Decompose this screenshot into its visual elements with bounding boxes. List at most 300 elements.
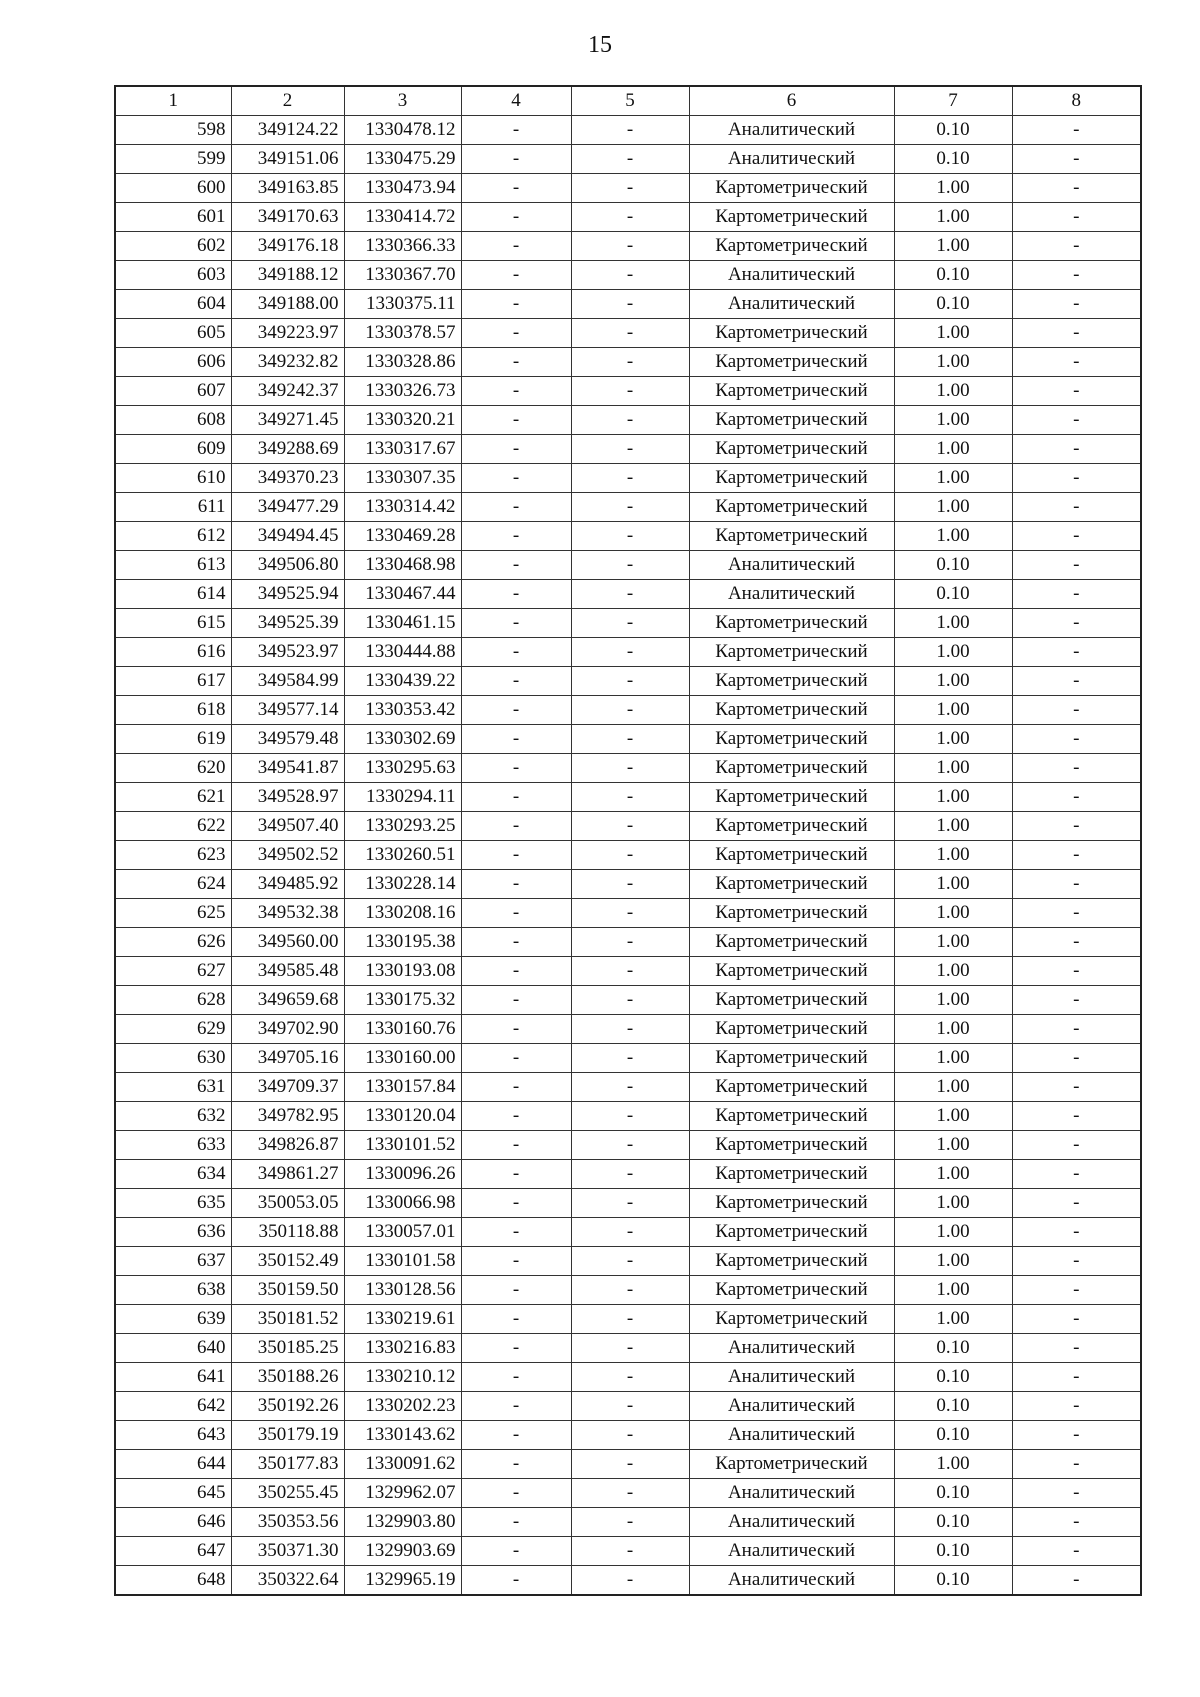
accuracy-cell: 0.10: [894, 1508, 1012, 1537]
table-row: [115, 1073, 1141, 1102]
column-5-cell: -: [571, 1044, 689, 1073]
column-8-cell: -: [1012, 1044, 1141, 1073]
column-4-cell: -: [461, 145, 571, 174]
method-cell: Картометрический: [689, 899, 894, 928]
column-4-cell: -: [461, 232, 571, 261]
column-8-cell: -: [1012, 1305, 1141, 1334]
method-cell: Картометрический: [689, 638, 894, 667]
column-header: 4: [461, 86, 571, 116]
column-8-cell: -: [1012, 319, 1141, 348]
column-8-cell: -: [1012, 812, 1141, 841]
column-5-cell: -: [571, 812, 689, 841]
column-4-cell: -: [461, 348, 571, 377]
method-cell: Картометрический: [689, 754, 894, 783]
x-coordinate-cell: 349370.23: [231, 464, 344, 493]
column-header: 8: [1012, 86, 1141, 116]
accuracy-cell: 0.10: [894, 290, 1012, 319]
accuracy-cell: 1.00: [894, 696, 1012, 725]
column-4-cell: -: [461, 870, 571, 899]
column-5-cell: -: [571, 493, 689, 522]
accuracy-cell: 0.10: [894, 145, 1012, 174]
point-number-cell: 627: [115, 957, 231, 986]
point-number-cell: 631: [115, 1073, 231, 1102]
point-number-cell: 608: [115, 406, 231, 435]
column-4-cell: -: [461, 1160, 571, 1189]
column-8-cell: -: [1012, 1218, 1141, 1247]
column-5-cell: -: [571, 1073, 689, 1102]
column-4-cell: -: [461, 522, 571, 551]
x-coordinate-cell: 350152.49: [231, 1247, 344, 1276]
point-number-cell: 604: [115, 290, 231, 319]
y-coordinate-cell: 1330375.11: [344, 290, 461, 319]
column-5-cell: -: [571, 1363, 689, 1392]
point-number-cell: 648: [115, 1566, 231, 1596]
accuracy-cell: 0.10: [894, 551, 1012, 580]
column-8-cell: -: [1012, 1334, 1141, 1363]
x-coordinate-cell: 349502.52: [231, 841, 344, 870]
x-coordinate-cell: 349485.92: [231, 870, 344, 899]
y-coordinate-cell: 1330294.11: [344, 783, 461, 812]
column-4-cell: -: [461, 261, 571, 290]
column-5-cell: -: [571, 1305, 689, 1334]
point-number-cell: 621: [115, 783, 231, 812]
x-coordinate-cell: 349523.97: [231, 638, 344, 667]
y-coordinate-cell: 1330160.00: [344, 1044, 461, 1073]
column-8-cell: -: [1012, 696, 1141, 725]
x-coordinate-cell: 349579.48: [231, 725, 344, 754]
method-cell: Картометрический: [689, 406, 894, 435]
column-8-cell: -: [1012, 1247, 1141, 1276]
table-row: [115, 406, 1141, 435]
x-coordinate-cell: 350192.26: [231, 1392, 344, 1421]
accuracy-cell: 1.00: [894, 203, 1012, 232]
column-8-cell: -: [1012, 232, 1141, 261]
column-8-cell: -: [1012, 1392, 1141, 1421]
table-row: [115, 319, 1141, 348]
x-coordinate-cell: 349826.87: [231, 1131, 344, 1160]
table-row: [115, 754, 1141, 783]
point-number-cell: 642: [115, 1392, 231, 1421]
x-coordinate-cell: 349507.40: [231, 812, 344, 841]
table-row: [115, 580, 1141, 609]
table-row: [115, 1450, 1141, 1479]
point-number-cell: 646: [115, 1508, 231, 1537]
accuracy-cell: 1.00: [894, 609, 1012, 638]
accuracy-cell: 1.00: [894, 986, 1012, 1015]
accuracy-cell: 1.00: [894, 1450, 1012, 1479]
column-4-cell: -: [461, 1102, 571, 1131]
accuracy-cell: 1.00: [894, 1247, 1012, 1276]
point-number-cell: 625: [115, 899, 231, 928]
method-cell: Картометрический: [689, 1247, 894, 1276]
accuracy-cell: 1.00: [894, 319, 1012, 348]
column-8-cell: -: [1012, 551, 1141, 580]
table-row: [115, 1247, 1141, 1276]
column-4-cell: -: [461, 1334, 571, 1363]
column-header: 5: [571, 86, 689, 116]
column-8-cell: -: [1012, 1479, 1141, 1508]
table-row: [115, 203, 1141, 232]
column-8-cell: -: [1012, 725, 1141, 754]
accuracy-cell: 0.10: [894, 261, 1012, 290]
table-row: [115, 841, 1141, 870]
method-cell: Картометрический: [689, 174, 894, 203]
table-body: [115, 116, 1141, 1596]
column-5-cell: -: [571, 580, 689, 609]
point-number-cell: 605: [115, 319, 231, 348]
column-8-cell: -: [1012, 377, 1141, 406]
column-4-cell: -: [461, 464, 571, 493]
column-5-cell: -: [571, 841, 689, 870]
x-coordinate-cell: 350053.05: [231, 1189, 344, 1218]
column-5-cell: -: [571, 1102, 689, 1131]
method-cell: Аналитический: [689, 1508, 894, 1537]
column-5-cell: -: [571, 348, 689, 377]
column-4-cell: -: [461, 986, 571, 1015]
y-coordinate-cell: 1330366.33: [344, 232, 461, 261]
column-5-cell: -: [571, 1537, 689, 1566]
method-cell: Картометрический: [689, 1102, 894, 1131]
table-row: [115, 1421, 1141, 1450]
y-coordinate-cell: 1330469.28: [344, 522, 461, 551]
point-number-cell: 612: [115, 522, 231, 551]
table-row: [115, 1131, 1141, 1160]
y-coordinate-cell: 1330160.76: [344, 1015, 461, 1044]
table-row: [115, 928, 1141, 957]
column-4-cell: -: [461, 580, 571, 609]
point-number-cell: 620: [115, 754, 231, 783]
column-5-cell: -: [571, 870, 689, 899]
method-cell: Картометрический: [689, 1131, 894, 1160]
point-number-cell: 636: [115, 1218, 231, 1247]
column-5-cell: -: [571, 638, 689, 667]
method-cell: Картометрический: [689, 348, 894, 377]
y-coordinate-cell: 1330328.86: [344, 348, 461, 377]
y-coordinate-cell: 1330193.08: [344, 957, 461, 986]
x-coordinate-cell: 349705.16: [231, 1044, 344, 1073]
accuracy-cell: 1.00: [894, 522, 1012, 551]
column-5-cell: -: [571, 261, 689, 290]
point-number-cell: 635: [115, 1189, 231, 1218]
column-5-cell: -: [571, 406, 689, 435]
column-4-cell: -: [461, 1015, 571, 1044]
point-number-cell: 607: [115, 377, 231, 406]
x-coordinate-cell: 349163.85: [231, 174, 344, 203]
method-cell: Картометрический: [689, 928, 894, 957]
column-8-cell: -: [1012, 348, 1141, 377]
column-header: 1: [115, 86, 231, 116]
table-row: [115, 1218, 1141, 1247]
x-coordinate-cell: 349170.63: [231, 203, 344, 232]
point-number-cell: 629: [115, 1015, 231, 1044]
method-cell: Картометрический: [689, 725, 894, 754]
point-number-cell: 610: [115, 464, 231, 493]
accuracy-cell: 0.10: [894, 1537, 1012, 1566]
y-coordinate-cell: 1329903.69: [344, 1537, 461, 1566]
point-number-cell: 598: [115, 116, 231, 145]
y-coordinate-cell: 1330066.98: [344, 1189, 461, 1218]
y-coordinate-cell: 1330260.51: [344, 841, 461, 870]
x-coordinate-cell: 349584.99: [231, 667, 344, 696]
method-cell: Аналитический: [689, 290, 894, 319]
column-4-cell: -: [461, 1131, 571, 1160]
column-5-cell: -: [571, 1566, 689, 1596]
column-8-cell: -: [1012, 174, 1141, 203]
method-cell: Картометрический: [689, 319, 894, 348]
method-cell: Картометрический: [689, 1218, 894, 1247]
point-number-cell: 641: [115, 1363, 231, 1392]
column-4-cell: -: [461, 725, 571, 754]
point-number-cell: 645: [115, 1479, 231, 1508]
point-number-cell: 643: [115, 1421, 231, 1450]
method-cell: Картометрический: [689, 1276, 894, 1305]
point-number-cell: 609: [115, 435, 231, 464]
accuracy-cell: 0.10: [894, 1421, 1012, 1450]
accuracy-cell: 0.10: [894, 116, 1012, 145]
column-5-cell: -: [571, 377, 689, 406]
column-5-cell: -: [571, 551, 689, 580]
method-cell: Картометрический: [689, 986, 894, 1015]
table-row: [115, 609, 1141, 638]
method-cell: Картометрический: [689, 667, 894, 696]
y-coordinate-cell: 1330473.94: [344, 174, 461, 203]
table-row: [115, 232, 1141, 261]
column-8-cell: -: [1012, 261, 1141, 290]
accuracy-cell: 0.10: [894, 1566, 1012, 1596]
point-number-cell: 628: [115, 986, 231, 1015]
y-coordinate-cell: 1330414.72: [344, 203, 461, 232]
table-row: [115, 899, 1141, 928]
x-coordinate-cell: 350185.25: [231, 1334, 344, 1363]
y-coordinate-cell: 1330208.16: [344, 899, 461, 928]
point-number-cell: 606: [115, 348, 231, 377]
column-5-cell: -: [571, 1247, 689, 1276]
method-cell: Картометрический: [689, 435, 894, 464]
column-4-cell: -: [461, 899, 571, 928]
method-cell: Аналитический: [689, 1392, 894, 1421]
column-8-cell: -: [1012, 841, 1141, 870]
column-8-cell: -: [1012, 203, 1141, 232]
column-4-cell: -: [461, 1421, 571, 1450]
y-coordinate-cell: 1330157.84: [344, 1073, 461, 1102]
column-5-cell: -: [571, 957, 689, 986]
column-4-cell: -: [461, 174, 571, 203]
column-4-cell: -: [461, 783, 571, 812]
point-number-cell: 647: [115, 1537, 231, 1566]
column-8-cell: -: [1012, 522, 1141, 551]
accuracy-cell: 1.00: [894, 667, 1012, 696]
column-4-cell: -: [461, 1479, 571, 1508]
column-4-cell: -: [461, 696, 571, 725]
method-cell: Аналитический: [689, 551, 894, 580]
point-number-cell: 640: [115, 1334, 231, 1363]
table-row: [115, 551, 1141, 580]
x-coordinate-cell: 350179.19: [231, 1421, 344, 1450]
accuracy-cell: 1.00: [894, 493, 1012, 522]
column-5-cell: -: [571, 116, 689, 145]
table-row: [115, 1479, 1141, 1508]
column-8-cell: -: [1012, 783, 1141, 812]
x-coordinate-cell: 349702.90: [231, 1015, 344, 1044]
y-coordinate-cell: 1330101.52: [344, 1131, 461, 1160]
table-row: [115, 667, 1141, 696]
column-8-cell: -: [1012, 1102, 1141, 1131]
y-coordinate-cell: 1330216.83: [344, 1334, 461, 1363]
table-row: [115, 116, 1141, 145]
column-5-cell: -: [571, 609, 689, 638]
column-8-cell: -: [1012, 493, 1141, 522]
table-row: [115, 986, 1141, 1015]
point-number-cell: 623: [115, 841, 231, 870]
column-5-cell: -: [571, 1421, 689, 1450]
x-coordinate-cell: 349577.14: [231, 696, 344, 725]
table-row: [115, 1160, 1141, 1189]
method-cell: Картометрический: [689, 1044, 894, 1073]
column-4-cell: -: [461, 1305, 571, 1334]
accuracy-cell: 0.10: [894, 1479, 1012, 1508]
table-row: [115, 1305, 1141, 1334]
x-coordinate-cell: 350177.83: [231, 1450, 344, 1479]
x-coordinate-cell: 349528.97: [231, 783, 344, 812]
method-cell: Картометрический: [689, 522, 894, 551]
method-cell: Аналитический: [689, 1479, 894, 1508]
accuracy-cell: 1.00: [894, 957, 1012, 986]
method-cell: Аналитический: [689, 1421, 894, 1450]
x-coordinate-cell: 349176.18: [231, 232, 344, 261]
column-5-cell: -: [571, 1276, 689, 1305]
accuracy-cell: 1.00: [894, 754, 1012, 783]
table-row: [115, 493, 1141, 522]
table-row: [115, 1392, 1141, 1421]
table-row: [115, 638, 1141, 667]
column-4-cell: -: [461, 319, 571, 348]
x-coordinate-cell: 350159.50: [231, 1276, 344, 1305]
column-4-cell: -: [461, 116, 571, 145]
point-number-cell: 634: [115, 1160, 231, 1189]
method-cell: Картометрический: [689, 232, 894, 261]
column-5-cell: -: [571, 1189, 689, 1218]
method-cell: Картометрический: [689, 1073, 894, 1102]
x-coordinate-cell: 350181.52: [231, 1305, 344, 1334]
column-4-cell: -: [461, 1189, 571, 1218]
point-number-cell: 630: [115, 1044, 231, 1073]
accuracy-cell: 1.00: [894, 1189, 1012, 1218]
x-coordinate-cell: 349223.97: [231, 319, 344, 348]
column-5-cell: -: [571, 986, 689, 1015]
method-cell: Картометрический: [689, 377, 894, 406]
y-coordinate-cell: 1330091.62: [344, 1450, 461, 1479]
y-coordinate-cell: 1330467.44: [344, 580, 461, 609]
column-5-cell: -: [571, 464, 689, 493]
method-cell: Картометрический: [689, 1015, 894, 1044]
column-5-cell: -: [571, 1131, 689, 1160]
x-coordinate-cell: 350353.56: [231, 1508, 344, 1537]
point-number-cell: 613: [115, 551, 231, 580]
column-8-cell: -: [1012, 464, 1141, 493]
accuracy-cell: 1.00: [894, 841, 1012, 870]
column-5-cell: -: [571, 1218, 689, 1247]
coordinates-table: [114, 85, 1142, 1596]
y-coordinate-cell: 1330475.29: [344, 145, 461, 174]
column-5-cell: -: [571, 319, 689, 348]
point-number-cell: 619: [115, 725, 231, 754]
column-5-cell: -: [571, 754, 689, 783]
column-8-cell: -: [1012, 870, 1141, 899]
table-row: [115, 1276, 1141, 1305]
column-8-cell: -: [1012, 116, 1141, 145]
accuracy-cell: 1.00: [894, 1305, 1012, 1334]
point-number-cell: 626: [115, 928, 231, 957]
point-number-cell: 602: [115, 232, 231, 261]
table-row: [115, 348, 1141, 377]
point-number-cell: 611: [115, 493, 231, 522]
y-coordinate-cell: 1330439.22: [344, 667, 461, 696]
column-4-cell: -: [461, 928, 571, 957]
point-number-cell: 632: [115, 1102, 231, 1131]
point-number-cell: 637: [115, 1247, 231, 1276]
x-coordinate-cell: 349506.80: [231, 551, 344, 580]
y-coordinate-cell: 1329965.19: [344, 1566, 461, 1596]
x-coordinate-cell: 349560.00: [231, 928, 344, 957]
x-coordinate-cell: 349232.82: [231, 348, 344, 377]
x-coordinate-cell: 349782.95: [231, 1102, 344, 1131]
method-cell: Аналитический: [689, 145, 894, 174]
x-coordinate-cell: 349709.37: [231, 1073, 344, 1102]
accuracy-cell: 1.00: [894, 783, 1012, 812]
column-8-cell: -: [1012, 667, 1141, 696]
column-8-cell: -: [1012, 406, 1141, 435]
table-row: [115, 1566, 1141, 1596]
y-coordinate-cell: 1330219.61: [344, 1305, 461, 1334]
point-number-cell: 644: [115, 1450, 231, 1479]
x-coordinate-cell: 350188.26: [231, 1363, 344, 1392]
column-5-cell: -: [571, 203, 689, 232]
column-5-cell: -: [571, 725, 689, 754]
column-4-cell: -: [461, 841, 571, 870]
method-cell: Аналитический: [689, 261, 894, 290]
table-row: [115, 1363, 1141, 1392]
y-coordinate-cell: 1330320.21: [344, 406, 461, 435]
column-5-cell: -: [571, 783, 689, 812]
point-number-cell: 600: [115, 174, 231, 203]
column-4-cell: -: [461, 1508, 571, 1537]
column-8-cell: -: [1012, 928, 1141, 957]
accuracy-cell: 1.00: [894, 1218, 1012, 1247]
point-number-cell: 618: [115, 696, 231, 725]
point-number-cell: 601: [115, 203, 231, 232]
table-row: [115, 696, 1141, 725]
table-row: [115, 464, 1141, 493]
x-coordinate-cell: 349585.48: [231, 957, 344, 986]
y-coordinate-cell: 1330295.63: [344, 754, 461, 783]
table-row: [115, 1015, 1141, 1044]
y-coordinate-cell: 1330461.15: [344, 609, 461, 638]
point-number-cell: 599: [115, 145, 231, 174]
accuracy-cell: 1.00: [894, 928, 1012, 957]
column-4-cell: -: [461, 493, 571, 522]
column-5-cell: -: [571, 1450, 689, 1479]
y-coordinate-cell: 1330326.73: [344, 377, 461, 406]
table-row: [115, 783, 1141, 812]
point-number-cell: 615: [115, 609, 231, 638]
column-8-cell: -: [1012, 290, 1141, 319]
table-row: [115, 522, 1141, 551]
x-coordinate-cell: 350118.88: [231, 1218, 344, 1247]
y-coordinate-cell: 1330057.01: [344, 1218, 461, 1247]
accuracy-cell: 1.00: [894, 1160, 1012, 1189]
accuracy-cell: 1.00: [894, 174, 1012, 203]
accuracy-cell: 0.10: [894, 1392, 1012, 1421]
